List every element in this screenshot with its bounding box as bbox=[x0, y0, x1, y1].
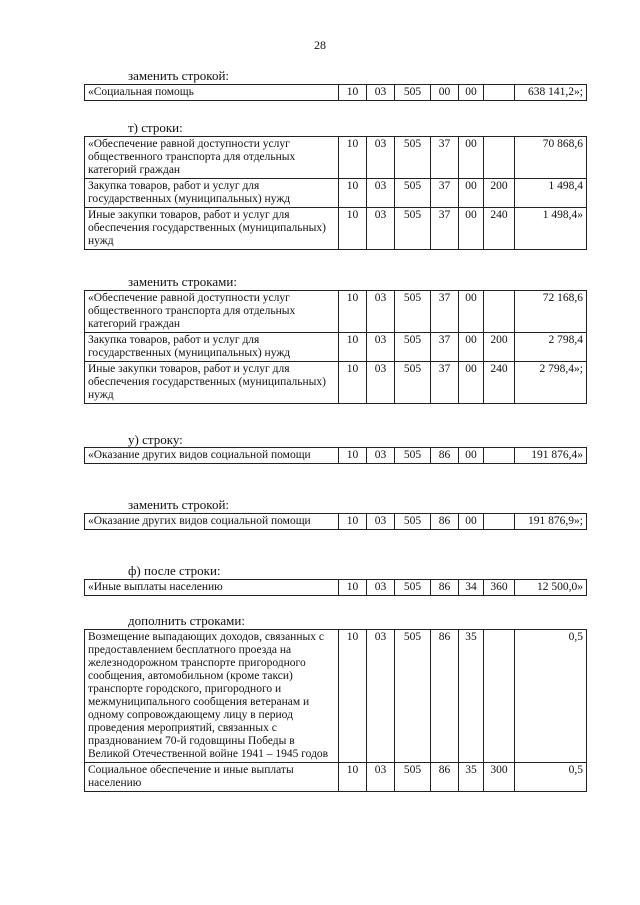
table-row bbox=[85, 179, 587, 208]
section-heading: у) строку: bbox=[128, 432, 183, 447]
code-section: 10 bbox=[339, 448, 367, 464]
row-name: «Оказание других видов социальной помощи bbox=[85, 448, 339, 464]
amendment-table bbox=[84, 579, 587, 596]
code-expense-type bbox=[484, 514, 515, 530]
code-section: 10 bbox=[339, 763, 367, 792]
code-program: 505 bbox=[395, 85, 431, 101]
code-item: 00 bbox=[459, 362, 484, 404]
row-sum: 0,5 bbox=[515, 763, 587, 792]
code-subprogram: 86 bbox=[431, 580, 459, 596]
code-section: 10 bbox=[339, 137, 367, 179]
code-subsection: 03 bbox=[367, 514, 395, 530]
table-row bbox=[85, 630, 587, 763]
row-sum: 70 868,6 bbox=[515, 137, 587, 179]
code-item: 00 bbox=[459, 291, 484, 333]
section-heading: ф) после строки: bbox=[128, 563, 221, 578]
code-expense-type: 200 bbox=[484, 333, 515, 362]
section-heading: заменить строкой: bbox=[128, 68, 230, 83]
code-subprogram: 37 bbox=[431, 179, 459, 208]
code-subsection: 03 bbox=[367, 137, 395, 179]
code-expense-type: 200 bbox=[484, 179, 515, 208]
code-subprogram: 37 bbox=[431, 333, 459, 362]
row-sum: 0,5 bbox=[515, 630, 587, 763]
code-section: 10 bbox=[339, 362, 367, 404]
row-name: «Оказание других видов социальной помощи bbox=[85, 514, 339, 530]
row-sum: 2 798,4 bbox=[515, 333, 587, 362]
code-program: 505 bbox=[395, 291, 431, 333]
code-subprogram: 37 bbox=[431, 137, 459, 179]
code-section: 10 bbox=[339, 333, 367, 362]
code-subsection: 03 bbox=[367, 179, 395, 208]
code-expense-type bbox=[484, 630, 515, 763]
code-subsection: 03 bbox=[367, 362, 395, 404]
code-subsection: 03 bbox=[367, 580, 395, 596]
table-row bbox=[85, 763, 587, 792]
row-sum: 1 498,4 bbox=[515, 179, 587, 208]
amendment-table bbox=[84, 290, 587, 404]
code-subsection: 03 bbox=[367, 208, 395, 250]
code-expense-type bbox=[484, 85, 515, 101]
row-name: «Обеспечение равной доступности услуг общественного транспорта для отдельных категорий граждан bbox=[85, 291, 339, 333]
code-program: 505 bbox=[395, 137, 431, 179]
row-name: «Иные выплаты населению bbox=[85, 580, 339, 596]
code-subprogram: 86 bbox=[431, 630, 459, 763]
amendment-table bbox=[84, 629, 587, 792]
code-program: 505 bbox=[395, 208, 431, 250]
section-heading: дополнить строками: bbox=[128, 613, 245, 628]
code-expense-type bbox=[484, 291, 515, 333]
code-item: 00 bbox=[459, 137, 484, 179]
row-sum: 191 876,4» bbox=[515, 448, 587, 464]
row-name: «Социальная помощь bbox=[85, 85, 339, 101]
code-item: 00 bbox=[459, 85, 484, 101]
code-section: 10 bbox=[339, 179, 367, 208]
table-row bbox=[85, 208, 587, 250]
code-subsection: 03 bbox=[367, 85, 395, 101]
code-expense-type: 300 bbox=[484, 763, 515, 792]
code-subprogram: 37 bbox=[431, 362, 459, 404]
row-sum: 638 141,2»; bbox=[515, 85, 587, 101]
code-subprogram: 86 bbox=[431, 763, 459, 792]
code-item: 35 bbox=[459, 763, 484, 792]
code-subprogram: 37 bbox=[431, 208, 459, 250]
code-item: 00 bbox=[459, 448, 484, 464]
code-item: 00 bbox=[459, 333, 484, 362]
row-sum: 191 876,9»; bbox=[515, 514, 587, 530]
table-row bbox=[85, 514, 587, 530]
row-name: Закупка товаров, работ и услуг для государственных (муниципальных) нужд bbox=[85, 333, 339, 362]
amendment-table bbox=[84, 84, 587, 101]
code-item: 34 bbox=[459, 580, 484, 596]
row-name: Закупка товаров, работ и услуг для государственных (муниципальных) нужд bbox=[85, 179, 339, 208]
code-program: 505 bbox=[395, 763, 431, 792]
code-subsection: 03 bbox=[367, 630, 395, 763]
code-expense-type bbox=[484, 448, 515, 464]
amendment-table bbox=[84, 447, 587, 464]
table-row bbox=[85, 448, 587, 464]
code-subsection: 03 bbox=[367, 333, 395, 362]
code-program: 505 bbox=[395, 448, 431, 464]
table-row bbox=[85, 291, 587, 333]
row-sum: 2 798,4»; bbox=[515, 362, 587, 404]
code-section: 10 bbox=[339, 291, 367, 333]
code-subprogram: 00 bbox=[431, 85, 459, 101]
amendment-table bbox=[84, 513, 587, 530]
code-expense-type: 240 bbox=[484, 208, 515, 250]
row-name: Социальное обеспечение и иные выплаты населению bbox=[85, 763, 339, 792]
table-row bbox=[85, 333, 587, 362]
code-subprogram: 86 bbox=[431, 448, 459, 464]
page-number: 28 bbox=[314, 38, 326, 52]
code-section: 10 bbox=[339, 514, 367, 530]
code-subsection: 03 bbox=[367, 763, 395, 792]
row-name: Иные закупки товаров, работ и услуг для обеспечения государственных (муниципальных) нужд bbox=[85, 362, 339, 404]
code-section: 10 bbox=[339, 85, 367, 101]
code-program: 505 bbox=[395, 514, 431, 530]
code-program: 505 bbox=[395, 333, 431, 362]
code-program: 505 bbox=[395, 179, 431, 208]
section-heading: заменить строками: bbox=[128, 274, 237, 289]
amendment-table bbox=[84, 136, 587, 250]
row-name: Возмещение выпадающих доходов, связанных с предоставлением бесплатного проезда на железнодорожном транспорте пригородного сообщения, автомобильном (кроме такси) транспорте городского, пригородного и межмуниципального сообщения ветеранам и одному сопровождающему лицу в период проведения мероприятий, связанных с празднованием 70-й годовщины Победы в Великой Отечественной войне 1941 – 1945 годов bbox=[85, 630, 339, 763]
code-section: 10 bbox=[339, 580, 367, 596]
row-sum: 12 500,0» bbox=[515, 580, 587, 596]
code-item: 35 bbox=[459, 630, 484, 763]
section-heading: заменить строкой: bbox=[128, 497, 230, 512]
section-heading: т) строки: bbox=[128, 120, 183, 135]
code-program: 505 bbox=[395, 362, 431, 404]
row-name: Иные закупки товаров, работ и услуг для обеспечения государственных (муниципальных) нужд bbox=[85, 208, 339, 250]
code-subprogram: 86 bbox=[431, 514, 459, 530]
row-sum: 1 498,4» bbox=[515, 208, 587, 250]
code-item: 00 bbox=[459, 208, 484, 250]
table-row bbox=[85, 362, 587, 404]
code-section: 10 bbox=[339, 630, 367, 763]
table-row bbox=[85, 137, 587, 179]
code-program: 505 bbox=[395, 630, 431, 763]
code-subsection: 03 bbox=[367, 291, 395, 333]
code-subsection: 03 bbox=[367, 448, 395, 464]
code-item: 00 bbox=[459, 179, 484, 208]
code-expense-type bbox=[484, 137, 515, 179]
code-expense-type: 360 bbox=[484, 580, 515, 596]
code-program: 505 bbox=[395, 580, 431, 596]
row-name: «Обеспечение равной доступности услуг общественного транспорта для отдельных категорий граждан bbox=[85, 137, 339, 179]
code-section: 10 bbox=[339, 208, 367, 250]
code-item: 00 bbox=[459, 514, 484, 530]
table-row bbox=[85, 85, 587, 101]
row-sum: 72 168,6 bbox=[515, 291, 587, 333]
table-row bbox=[85, 580, 587, 596]
code-subprogram: 37 bbox=[431, 291, 459, 333]
code-expense-type: 240 bbox=[484, 362, 515, 404]
